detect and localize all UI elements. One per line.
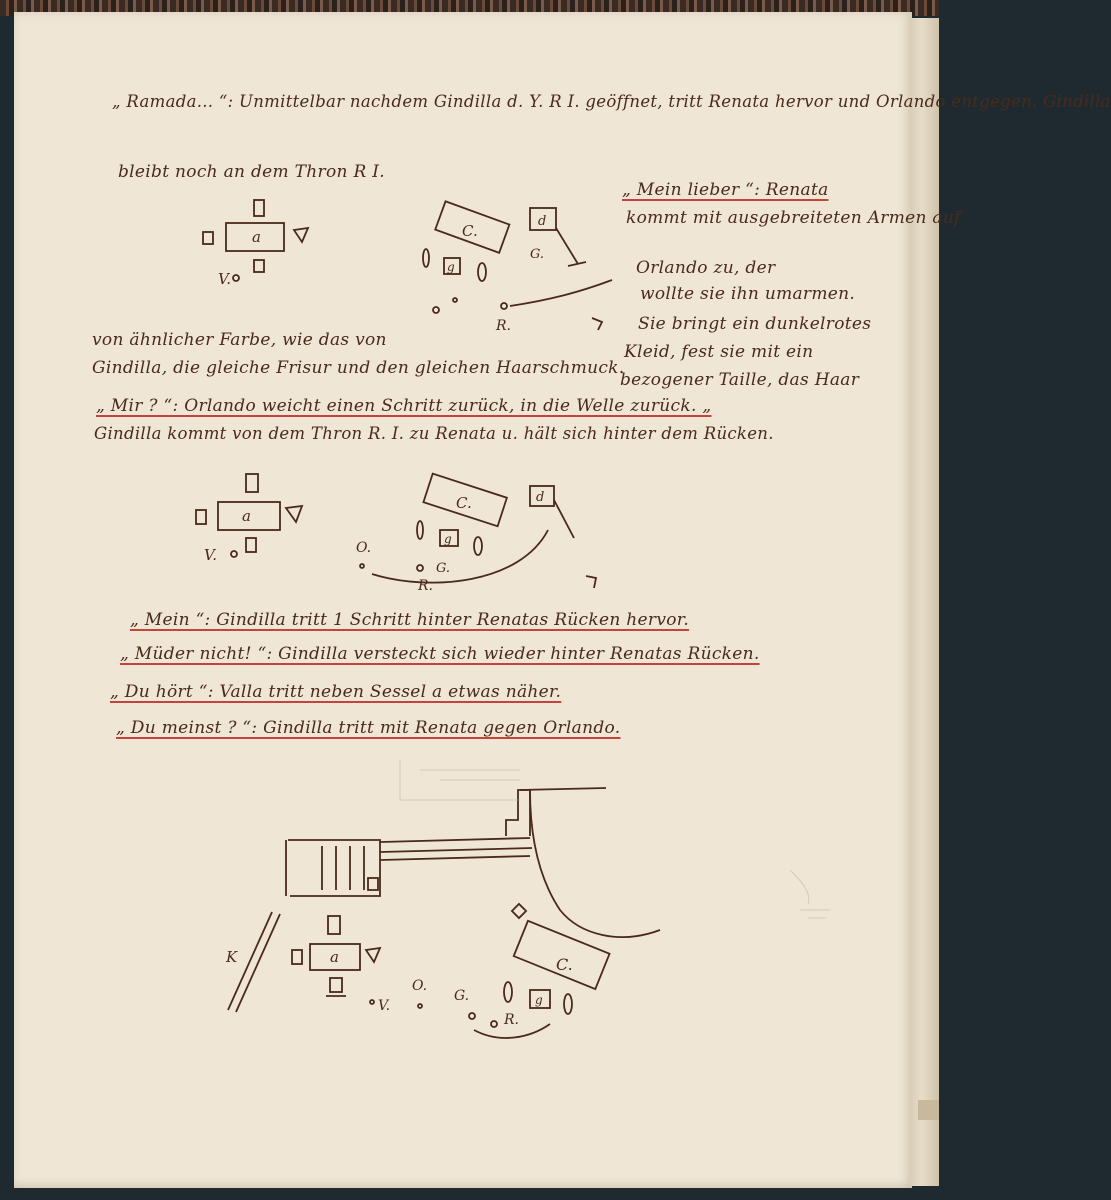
- door-line-2: [554, 500, 574, 538]
- figure-r-2: [417, 565, 423, 571]
- figure-o2: [453, 298, 457, 302]
- stage-sketch-1: [203, 200, 612, 334]
- mark-left-3: [504, 982, 512, 1002]
- label-v-2: V.: [204, 546, 217, 564]
- label-gi-1: G.: [530, 247, 545, 262]
- path-arc: [510, 280, 612, 306]
- line-3: „ Mein lieber “: Renata: [622, 180, 829, 200]
- label-g: g: [447, 260, 455, 274]
- mark-left: [423, 249, 429, 267]
- stairs-block: [288, 840, 380, 896]
- line-14: „ Mein “: Gindilla tritt 1 Schritt hinter Renatas Rücken hervor.: [130, 610, 690, 630]
- label-r-2: R.: [418, 578, 433, 594]
- figure-v-2: [231, 551, 237, 557]
- line-17: „ Du meinst ? “: Gindilla tritt mit Renata gegen Orlando.: [116, 718, 621, 738]
- balustrade: [380, 838, 532, 860]
- small-diamond: [512, 904, 526, 918]
- label-gi-2: G.: [436, 561, 451, 576]
- label-o-2: O.: [356, 540, 372, 556]
- label-r-1: R.: [496, 318, 511, 334]
- chair-bottom-3: [330, 978, 342, 992]
- chair-right: [294, 228, 308, 242]
- label-r-3: R.: [504, 1012, 519, 1028]
- mark-right-2: [474, 537, 482, 555]
- figure-r: [501, 303, 507, 309]
- line-4: kommt mit ausgebreiteten Armen auf: [626, 208, 961, 228]
- path-arc-2: [372, 530, 548, 583]
- chair-left-2: [196, 510, 206, 524]
- line-10: von ähnlicher Farbe, wie das von: [92, 330, 387, 350]
- chair-left: [203, 232, 213, 244]
- label-d-2: d: [536, 490, 545, 505]
- door-line: [556, 228, 586, 266]
- line-11: Gindilla, die gleiche Frisur und den gleichen Haarschmuck.: [92, 358, 625, 378]
- stage-sketch-3: [225, 788, 660, 1038]
- line-8: Kleid, fest sie mit ein: [624, 342, 814, 362]
- label-gi-3: G.: [454, 988, 470, 1004]
- mark-right: [478, 263, 486, 281]
- label-v-3: V.: [378, 998, 391, 1014]
- line-13: Gindilla kommt von dem Thron R. I. zu Renata u. hält sich hinter dem Rücken.: [94, 424, 774, 443]
- mark-right-3: [564, 994, 572, 1014]
- wall-curve: [530, 790, 660, 937]
- stairs-post: [368, 878, 378, 890]
- line-15: „ Müder nicht! “: Gindilla versteckt sich wieder hinter Renatas Rücken.: [120, 644, 760, 664]
- line-6: wollte sie ihn umarmen.: [640, 284, 856, 304]
- line-7: Sie bringt ein dunkelrotes: [638, 314, 872, 334]
- line-2: bleibt noch an dem Thron R I.: [118, 162, 385, 182]
- label-c: C.: [462, 222, 478, 240]
- chair-top-2: [246, 474, 258, 492]
- label-a-3: a: [330, 948, 339, 966]
- figure-c: [360, 564, 364, 568]
- line-9: bezogener Taille, das Haar: [620, 370, 860, 390]
- chair-bottom: [254, 260, 264, 272]
- line-1: „ Ramada... “: Unmittelbar nachdem Gindilla d. Y. R I. geöffnet, tritt Renata hervor und Orlando entgegen. Gindilla: [112, 92, 1111, 111]
- stairs-steps: [322, 846, 364, 890]
- line-5: Orlando zu, der: [636, 258, 776, 278]
- chair-top-3: [328, 916, 340, 934]
- mark-l: [592, 318, 602, 330]
- mark-left-2: [417, 521, 423, 539]
- label-d: d: [538, 214, 547, 229]
- mark-l-2: [586, 576, 596, 588]
- chair-top: [254, 200, 264, 216]
- figure-g-3: [469, 1013, 475, 1019]
- upper-rail: [520, 788, 606, 790]
- label-o-3: O.: [412, 978, 428, 994]
- figure-o: [433, 307, 439, 313]
- line-16: „ Du hört “: Valla tritt neben Sessel a etwas näher.: [110, 682, 562, 702]
- label-v: V.: [218, 270, 231, 288]
- figure-v: [233, 275, 239, 281]
- label-a: a: [252, 228, 261, 246]
- chair-bottom-2: [246, 538, 256, 552]
- label-a-2: a: [242, 507, 251, 525]
- label-g-3: g: [535, 993, 543, 1007]
- figure-v-3: [370, 1000, 374, 1004]
- line-12: „ Mir ? “: Orlando weicht einen Schritt zurück, in die Welle zurück. „: [96, 396, 712, 416]
- chair-left-3: [292, 950, 302, 964]
- label-c-2: C.: [456, 494, 472, 512]
- figure-o-3b: [418, 1004, 422, 1008]
- chair-right-3: [366, 948, 380, 962]
- chair-right-2: [286, 506, 302, 522]
- pillar: [506, 790, 530, 836]
- label-k: K: [226, 948, 238, 966]
- stage-sketch-2: [196, 474, 596, 594]
- label-c-3: C.: [556, 955, 573, 974]
- figure-r-3: [491, 1021, 497, 1027]
- label-g-2: g: [444, 532, 452, 546]
